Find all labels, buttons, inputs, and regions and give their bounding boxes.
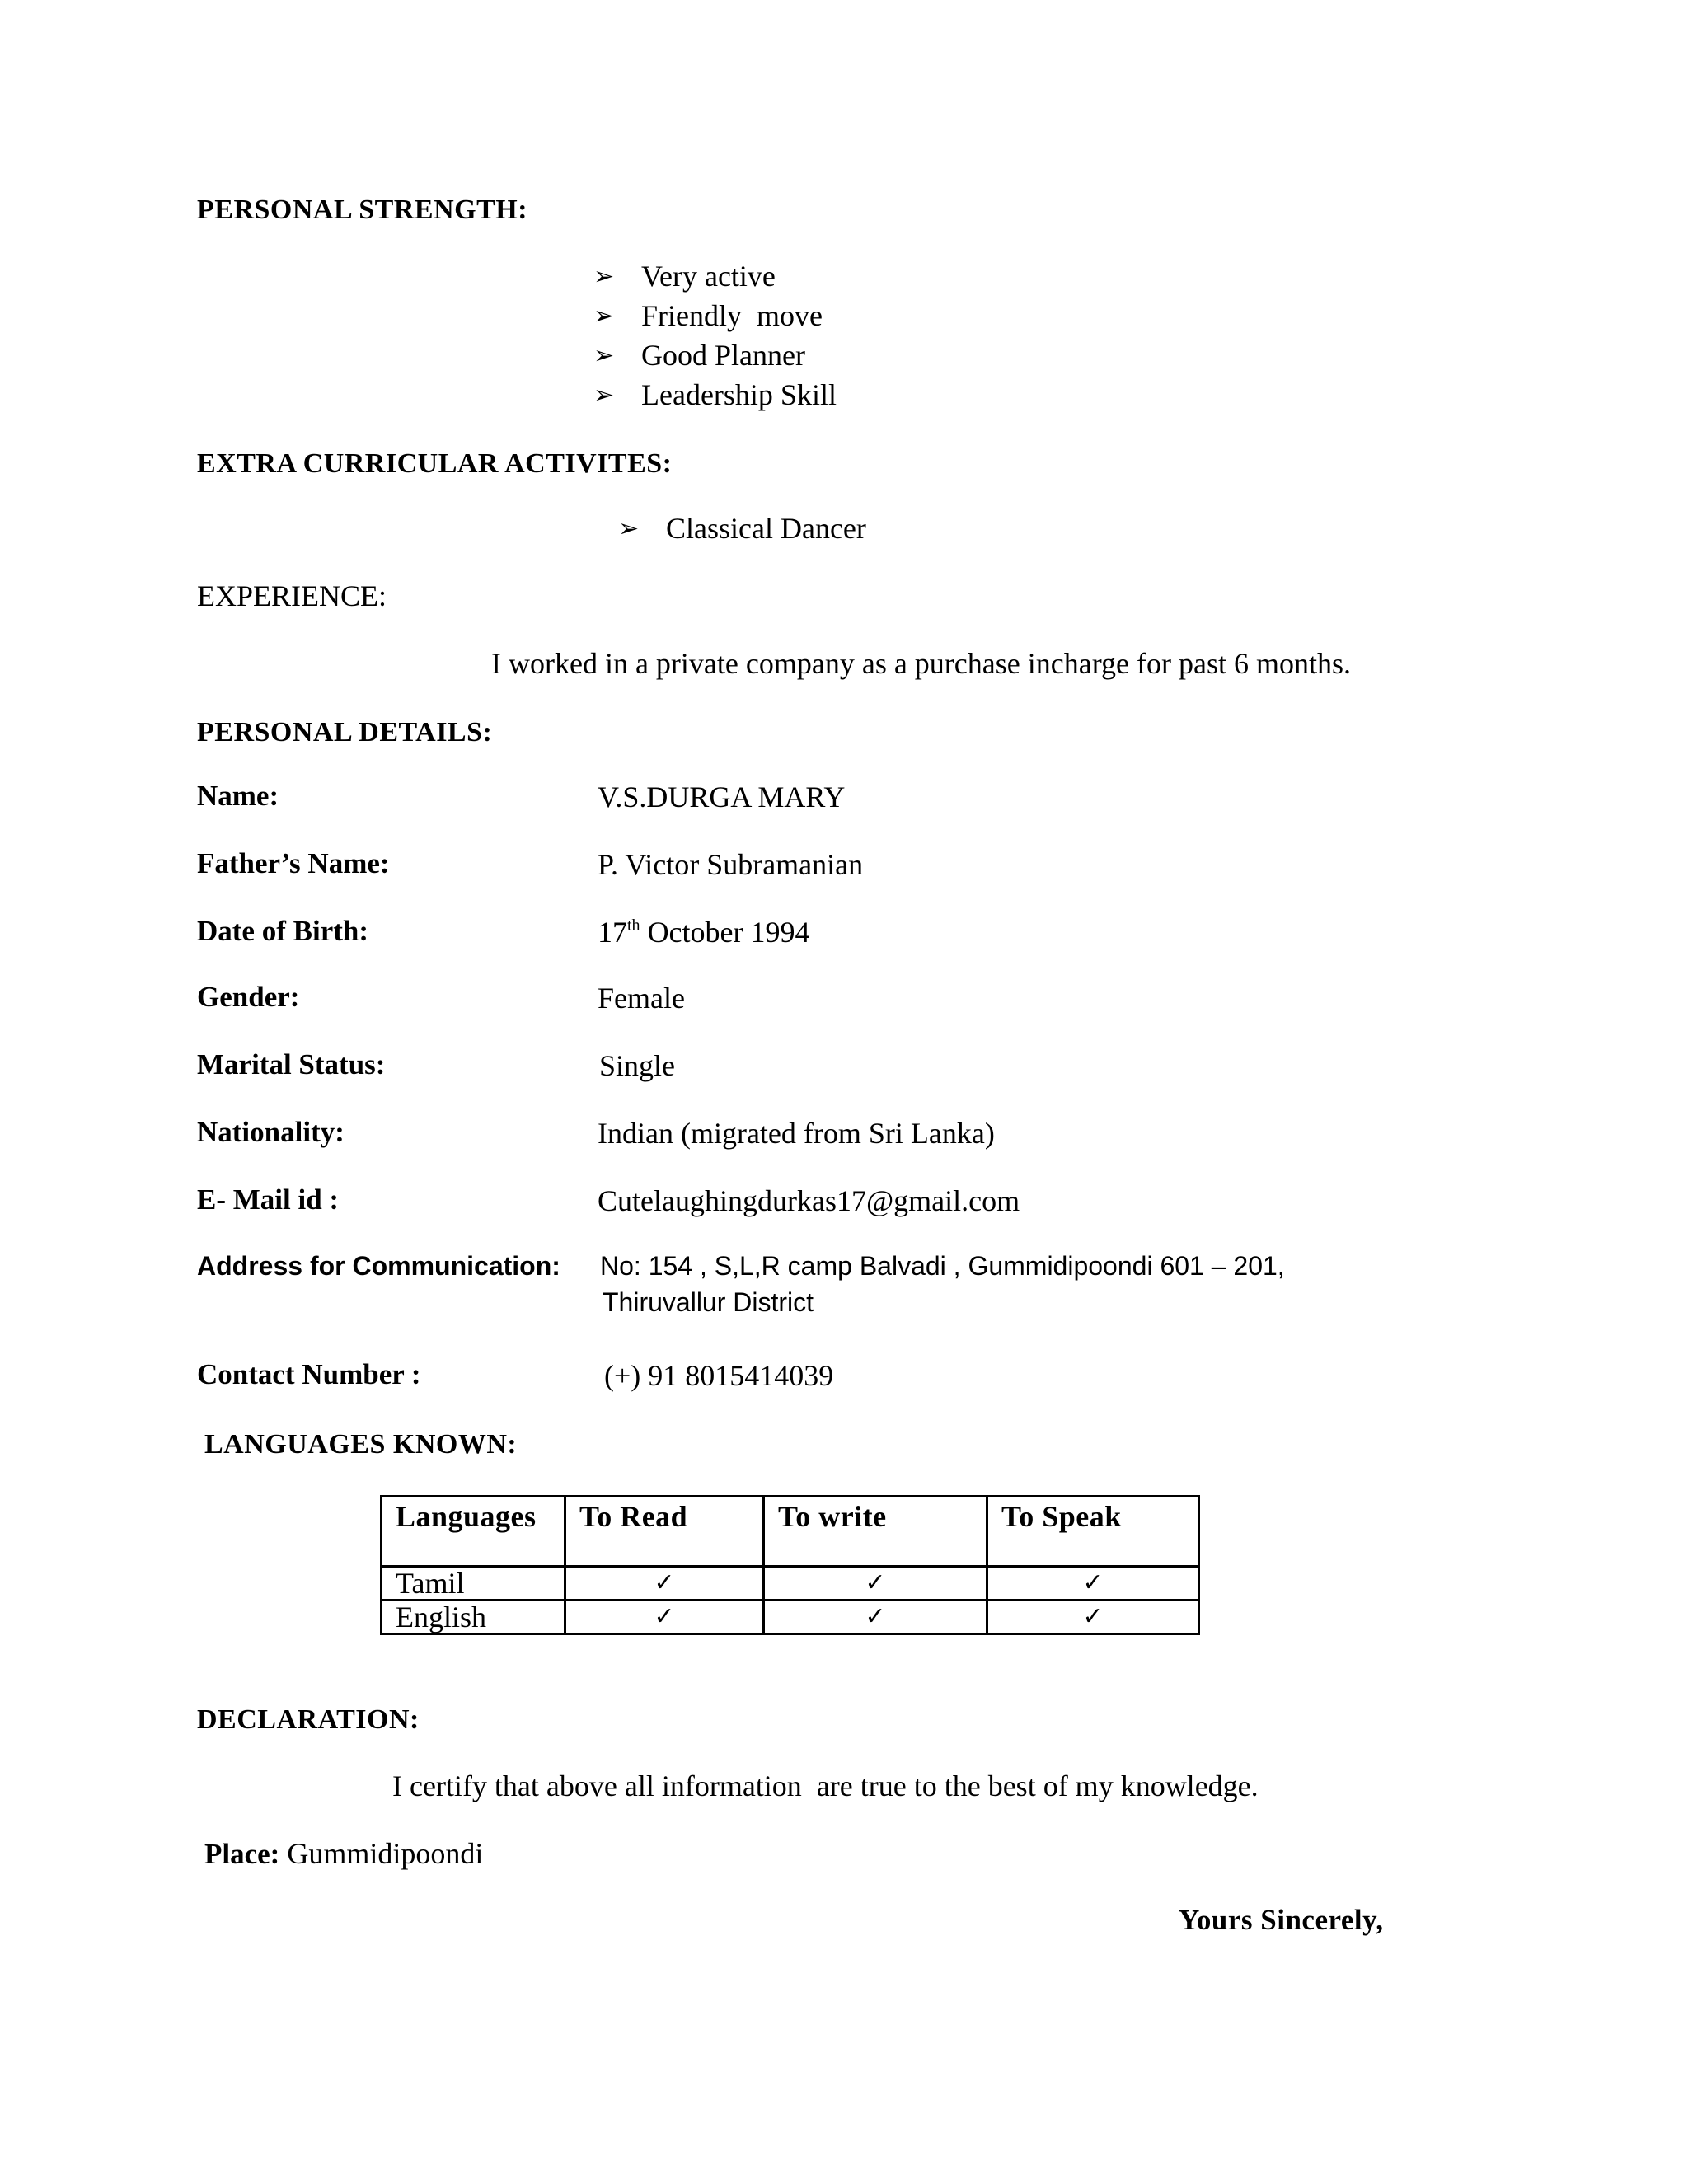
contact-number-label: Contact Number :: [197, 1358, 421, 1390]
list-item-label: Classical Dancer: [666, 512, 866, 545]
email-label: E- Mail id :: [197, 1183, 340, 1216]
table-row: [382, 1601, 1199, 1634]
closing-text: Yours Sincerely,: [1179, 1904, 1384, 1936]
list-item: [593, 298, 823, 333]
gender-label: Gender:: [197, 981, 300, 1013]
dob-day: 17: [598, 916, 627, 949]
checkmark-icon: ✓: [987, 1601, 1199, 1634]
experience-text: I worked in a private company as a purchase incharge for past 6 months.: [491, 647, 1351, 680]
address-label: Address for Communication:: [197, 1251, 560, 1281]
place-value: Gummidipoondi: [279, 1837, 484, 1870]
personal-details-heading: PERSONAL DETAILS:: [197, 717, 493, 748]
gender-value: Female: [598, 982, 685, 1015]
column-header: To write: [764, 1497, 987, 1567]
dob-suffix: th: [627, 916, 640, 935]
extra-curricular-heading: EXTRA CURRICULAR ACTIVITES:: [197, 448, 673, 479]
arrowhead-bullet-icon: ➢: [618, 514, 640, 542]
language-cell: Tamil: [382, 1567, 565, 1601]
email-value: Cutelaughingdurkas17@gmail.com: [598, 1184, 1020, 1217]
checkmark-icon: ✓: [565, 1567, 764, 1601]
table-row: [382, 1567, 1199, 1601]
languages-heading: LANGUAGES KNOWN:: [204, 1429, 518, 1460]
nationality-value: Indian (migrated from Sri Lanka): [598, 1117, 995, 1150]
list-item: [618, 511, 866, 546]
list-item-label: Good Planner: [641, 339, 805, 372]
contact-number-value: (+) 91 8015414039: [604, 1359, 834, 1392]
address-line-1: No: 154 , S,L,R camp Balvadi , Gummidipoondi 601 – 201,: [600, 1251, 1285, 1281]
name-value: V.S.DURGA MARY: [598, 780, 846, 813]
marital-status-label: Marital Status:: [197, 1048, 386, 1080]
table-header-row: [382, 1497, 1199, 1567]
father-name-value: P. Victor Subramanian: [598, 848, 864, 881]
column-header: To Speak: [987, 1497, 1199, 1567]
list-item: [593, 259, 776, 293]
languages-table: [380, 1495, 1200, 1635]
language-cell: English: [382, 1601, 565, 1634]
personal-strength-heading: PERSONAL STRENGTH:: [197, 194, 528, 225]
address-line-2: Thiruvallur District: [603, 1287, 814, 1317]
father-name-label: Father’s Name:: [197, 847, 390, 879]
place-label: Place:: [204, 1838, 280, 1870]
checkmark-icon: ✓: [987, 1567, 1199, 1601]
experience-heading: EXPERIENCE:: [197, 579, 387, 612]
nationality-label: Nationality:: [197, 1116, 345, 1148]
checkmark-icon: ✓: [565, 1601, 764, 1634]
arrowhead-bullet-icon: ➢: [593, 302, 615, 330]
list-item: [593, 338, 805, 373]
list-item-label: Very active: [641, 260, 776, 293]
list-item: [593, 377, 837, 412]
arrowhead-bullet-icon: ➢: [593, 381, 615, 409]
declaration-heading: DECLARATION:: [197, 1704, 420, 1735]
checkmark-icon: ✓: [764, 1601, 987, 1634]
checkmark-icon: ✓: [764, 1567, 987, 1601]
list-item-label: Friendly move: [641, 299, 823, 332]
dob-value: [598, 915, 810, 949]
column-header: To Read: [565, 1497, 764, 1567]
declaration-text: I certify that above all information are true to the best of my knowledge.: [392, 1769, 1259, 1802]
dob-rest: October 1994: [640, 916, 810, 949]
column-header: Languages: [382, 1497, 565, 1567]
arrowhead-bullet-icon: ➢: [593, 262, 615, 290]
marital-status-value: Single: [599, 1049, 676, 1082]
arrowhead-bullet-icon: ➢: [593, 341, 615, 369]
name-label: Name:: [197, 780, 279, 812]
list-item-label: Leadership Skill: [641, 378, 837, 411]
dob-label: Date of Birth:: [197, 915, 369, 947]
place-line: [204, 1836, 483, 1871]
